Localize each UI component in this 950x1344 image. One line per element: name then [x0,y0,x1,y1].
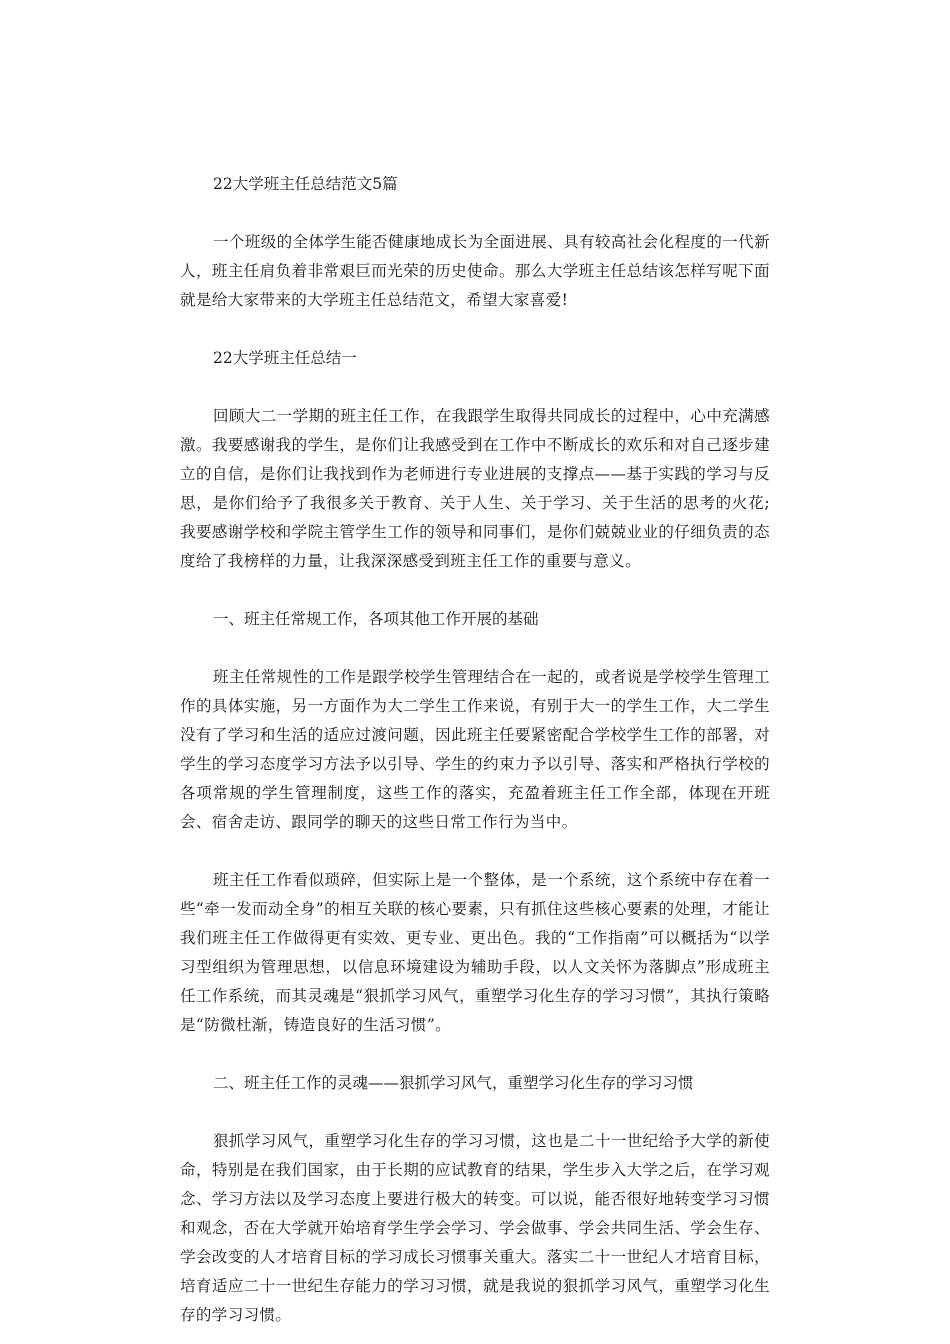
spacer [180,1098,770,1127]
spacer [180,1040,770,1069]
subheading-1: 一、班主任常规工作，各项其他工作开展的基础 [213,610,539,628]
body-paragraph-2: 班主任常规性的工作是跟学校学生管理结合在一起的，或者说是学校学生管理工作的具体实施，另一方面作为大二学生工作来说，有别于大一的学生工作，大二学生没有了学习和生活的适应过渡问题，因此班主任要紧密配合学校学生工作的部署，对学生的学习态度学习方法予以引导、学生的约束力予以引导、落实和严格执行学校的各项常规的学生管理制度，这些工作的落实，充盈着班主任工作全部，体现在开班会、宿舍走访、跟同学的聊天的这些日常工作行为当中。 [180,668,770,831]
spacer [180,315,770,344]
intro-paragraph: 一个班级的全体学生能否健康地成长为全面进展、具有较高社会化程度的一代新人，班主任肩负着非常艰巨而光荣的历史使命。那么大学班主任总结该怎样写呢下面就是给大家带来的大学班主任总结范文，希望大家喜爱! [180,233,770,309]
section-title: 22大学班主任总结一 [213,349,357,367]
spacer [180,576,770,605]
body-paragraph-3: 班主任工作看似琐碎，但实际上是一个整体，是一个系统，这个系统中存在着一些“牵一发而动全身”的相互关联的核心要素，只有抓住这些核心要素的处理，才能让我们班主任工作做得更有实效、更专业、更出色。我的“工作指南”可以概括为“以学习型组织为管理思想，以信息环境建设为辅助手段，以人文关怀为落脚点”形成班主任工作系统，而其灵魂是“狠抓学习风气，重塑学习化生存的学习习惯”，其执行策略是“防微杜渐，铸造良好的生活习惯”。 [180,871,770,1034]
document-page [180,170,770,1330]
spacer [180,634,770,663]
document-title: 22大学班主任总结范文5篇 [213,175,398,193]
body-paragraph-1: 回顾大二一学期的班主任工作，在我跟学生取得共同成长的过程中，心中充满感激。我要感谢我的学生，是你们让我感受到在工作中不断成长的欢乐和对自己逐步建立的自信，是你们让我找到作为老师进行专业进展的支撑点——基于实践的学习与反思，是你们给予了我很多关于教育、关于人生、关于学习、关于生活的思考的火花;我要感谢学校和学院主管学生工作的领导和同事们，是你们兢兢业业的仔细负责的态度给了我榜样的力量，让我深深感受到班主任工作的重要与意义。 [180,407,770,570]
body-paragraph-4: 狠抓学习风气，重塑学习化生存的学习习惯，这也是二十一世纪给予大学的新使命，特别是在我们国家，由于长期的应试教育的结果，学生步入大学之后，在学习观念、学习方法以及学习态度上要进行极大的转变。可以说，能否很好地转变学习习惯和观念，否在大学就开始培育学生学会学习、学会做事、学会共同生活、学会生存、学会改变的人才培育目标的学习成长习惯事关重大。落实二十一世纪人才培育目标，培育适应二十一世纪生存能力的学习习惯，就是我说的狠抓学习风气，重塑学习化生存的学习习惯。 [180,1132,770,1324]
spacer [180,199,770,228]
subheading-2: 二、班主任工作的灵魂——狠抓学习风气，重塑学习化生存的学习习惯 [213,1074,694,1092]
spacer [180,837,770,866]
spacer [180,373,770,402]
